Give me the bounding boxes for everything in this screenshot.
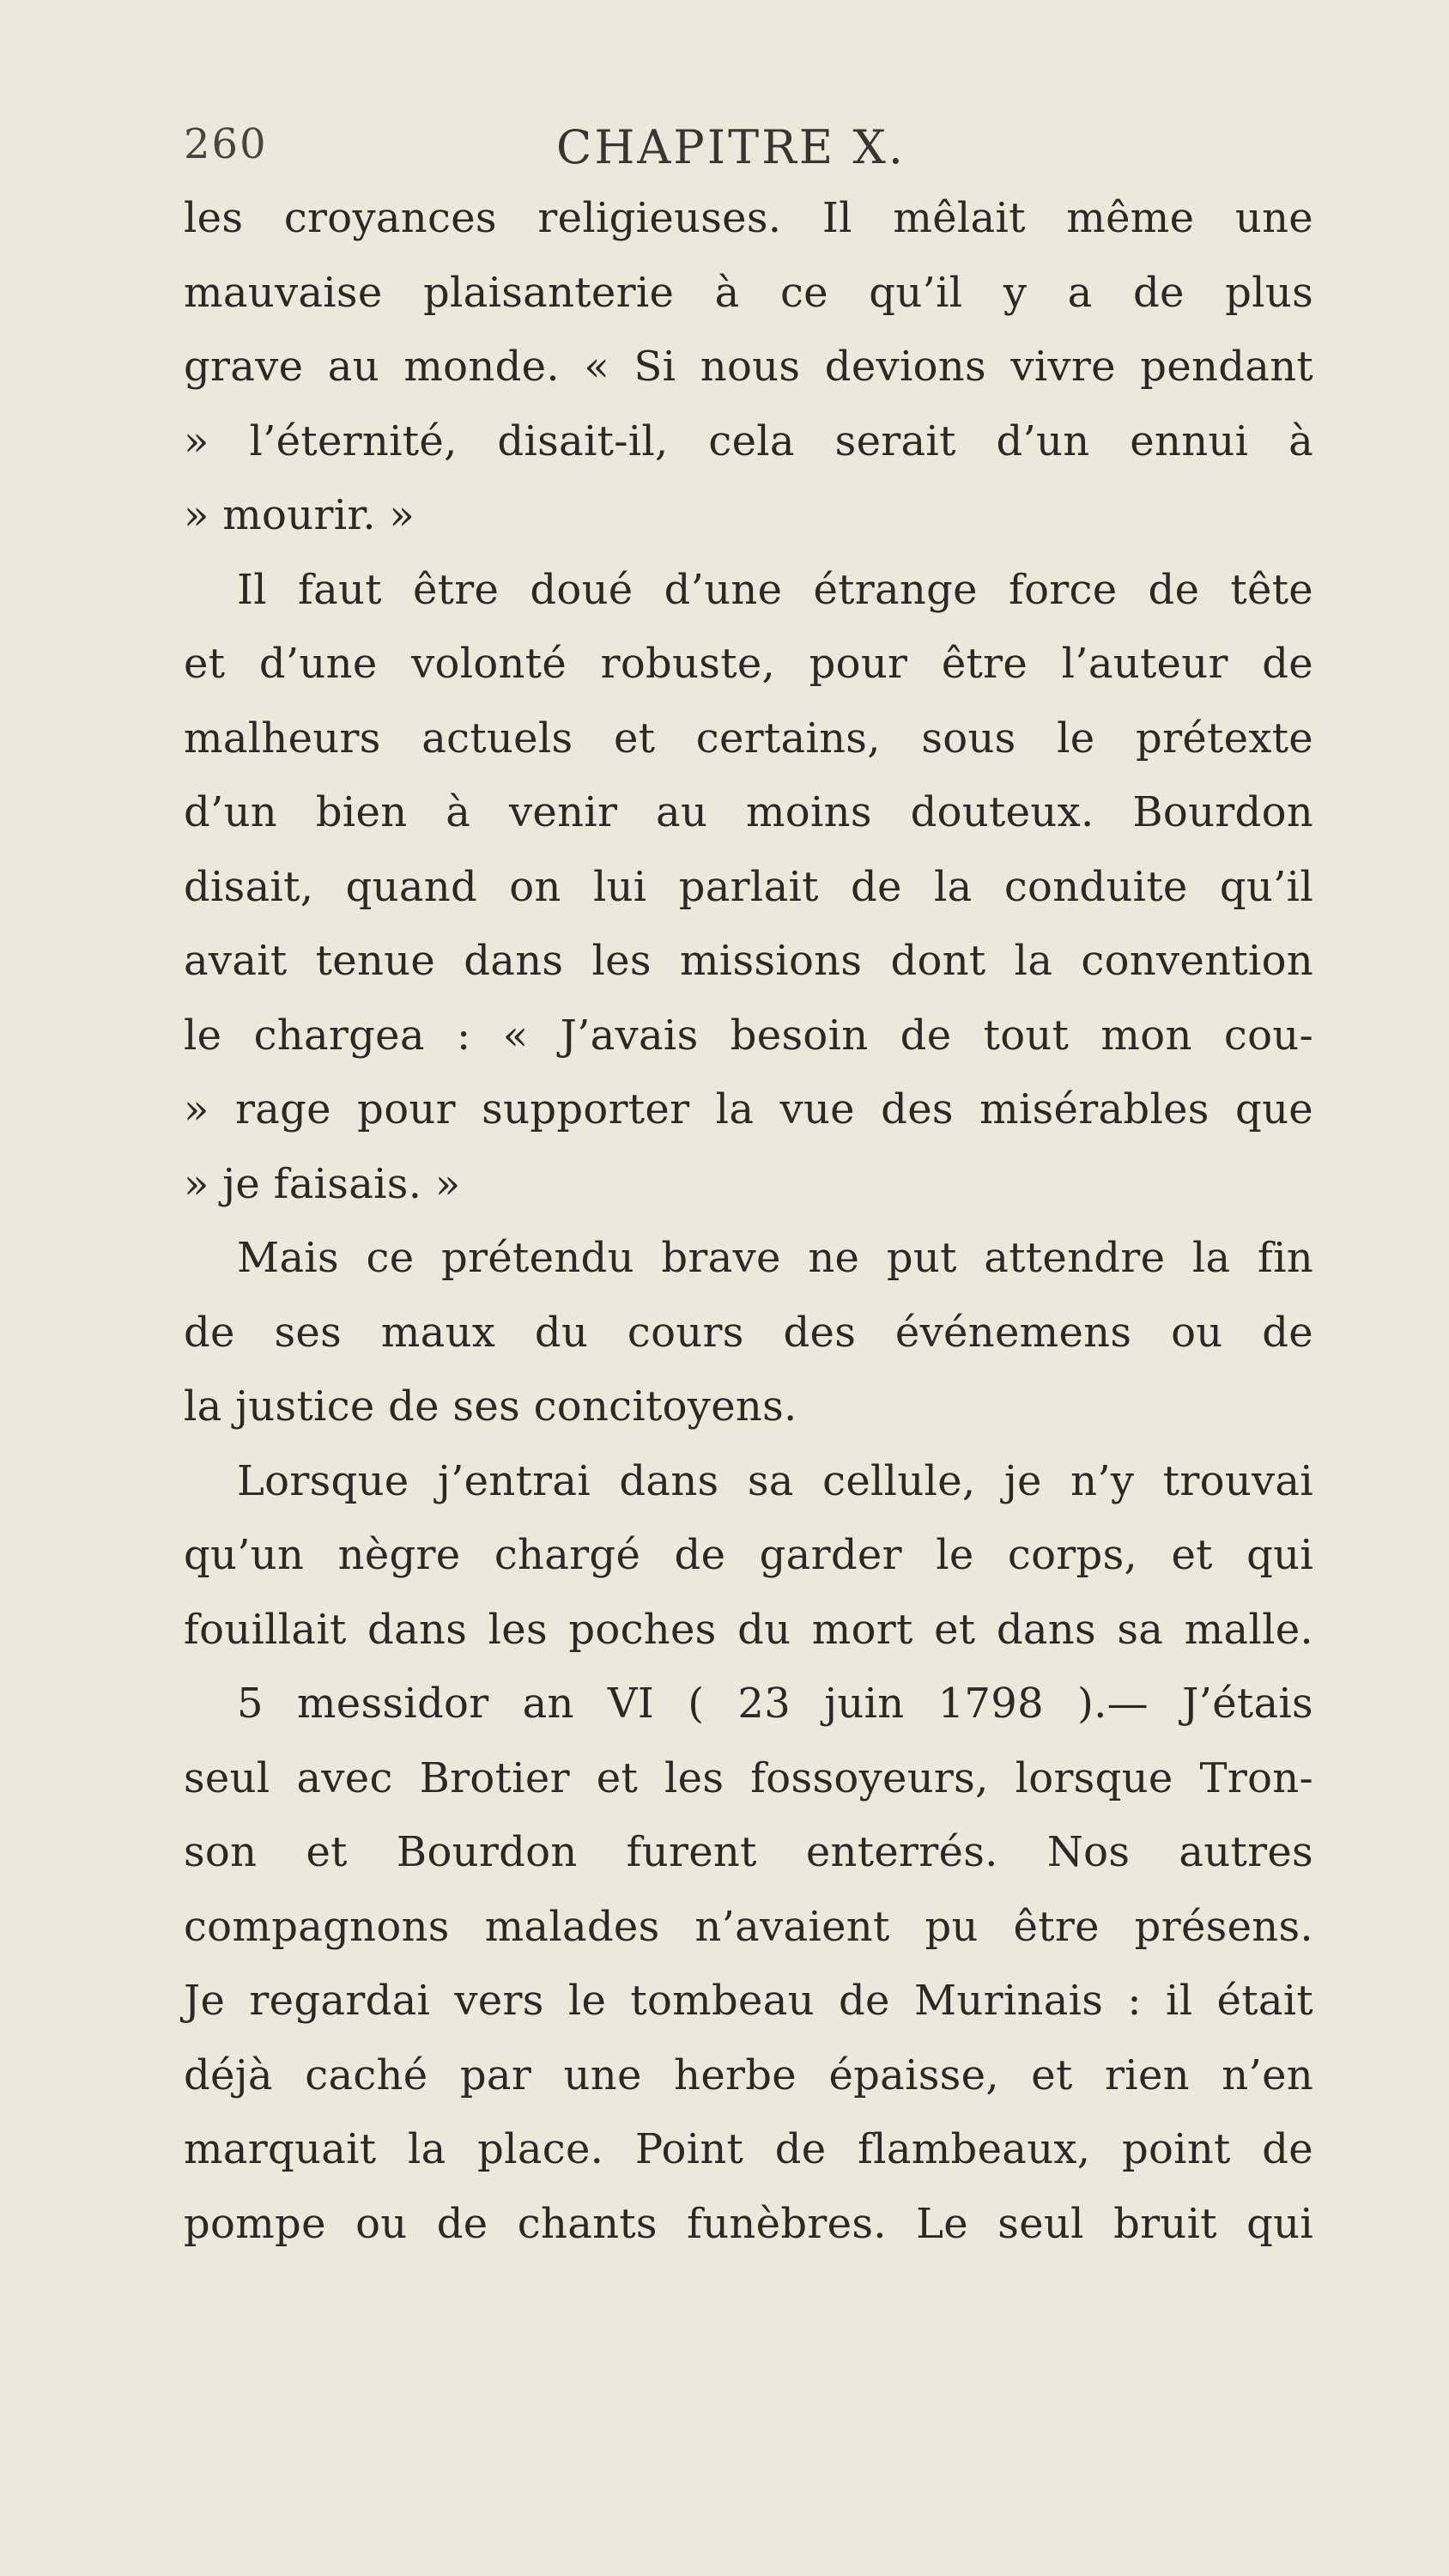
- text-line: marquait la place. Point de flambeaux, point de: [184, 2125, 1313, 2173]
- text-line: déjà caché par une herbe épaisse, et rien n’en: [184, 2050, 1313, 2099]
- text-line: » je faisais. »: [184, 1159, 461, 1208]
- text-line: mauvaise plaisanterie à ce qu’il y a de plus: [184, 268, 1313, 317]
- text-line: et d’une volonté robuste, pour être l’auteur de: [184, 640, 1313, 688]
- text-line: » rage pour supporter la vue des misérables que: [184, 1085, 1313, 1133]
- text-line: les croyances religieuses. Il mêlait même une: [184, 194, 1313, 242]
- running-head: CHAPITRE X.: [556, 120, 906, 174]
- text-line: » l’éternité, disait-il, cela serait d’un ennui à: [184, 416, 1313, 465]
- page-header: [184, 120, 1368, 180]
- text-line: fouillait dans les poches du mort et dans sa malle.: [184, 1605, 1313, 1654]
- text-line: seul avec Brotier et les fossoyeurs, lorsque Tron-: [184, 1753, 1313, 1802]
- text-line: grave au monde. « Si nous devions vivre pendant: [184, 343, 1313, 391]
- text-line: Je regardai vers le tombeau de Murinais : il était: [184, 1977, 1313, 2025]
- text-line: Lorsque j’entrai dans sa cellule, je n’y trouvai: [237, 1456, 1313, 1505]
- text-line: la justice de ses concitoyens.: [184, 1382, 797, 1431]
- text-line: avait tenue dans les missions dont la convention: [184, 937, 1313, 985]
- text-line: qu’un nègre chargé de garder le corps, et qui: [184, 1531, 1313, 1579]
- text-line: malheurs actuels et certains, sous le prétexte: [184, 714, 1313, 762]
- text-line: de ses maux du cours des événemens ou de: [184, 1308, 1313, 1357]
- text-line: Mais ce prétendu brave ne put attendre la fin: [237, 1234, 1313, 1282]
- text-line: 5 messidor an VI ( 23 juin 1798 ).— J’étais: [237, 1680, 1313, 1728]
- body-text: [184, 181, 1313, 2261]
- page-number: 260: [184, 120, 268, 168]
- text-line: Il faut être doué d’une étrange force de tête: [237, 565, 1313, 614]
- text-line: pompe ou de chants funèbres. Le seul bruit qui: [184, 2199, 1313, 2248]
- text-line: le chargea : « J’avais besoin de tout mon cou-: [184, 1011, 1313, 1060]
- text-line: disait, quand on lui parlait de la conduite qu’il: [184, 862, 1313, 911]
- text-line: » mourir. »: [184, 491, 415, 539]
- text-line: compagnons malades n’avaient pu être présens.: [184, 1902, 1313, 1951]
- text-line: son et Bourdon furent enterrés. Nos autres: [184, 1828, 1313, 1876]
- text-line: d’un bien à venir au moins douteux. Bourdon: [184, 788, 1313, 836]
